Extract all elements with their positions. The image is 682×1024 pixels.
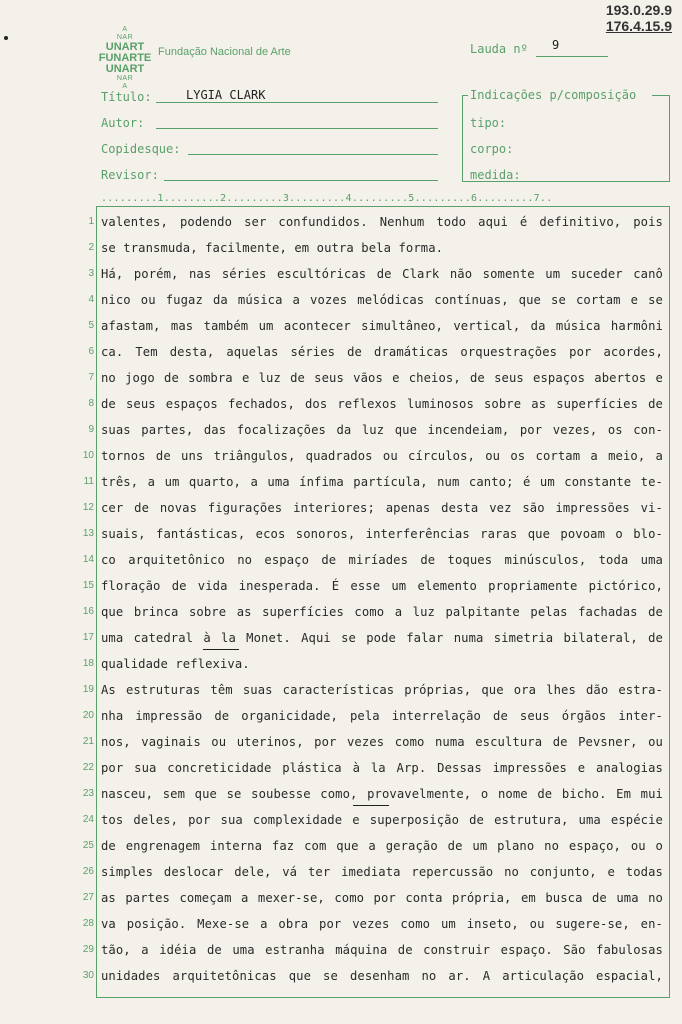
underline-mark [203,649,239,650]
line-number: 27 [82,892,94,903]
text-line [88,368,668,394]
line-text: nasceu, sem que se soubesse como, provavelmente, o nome de bicho. Em mui [101,787,663,801]
text-line [82,862,668,888]
line-text: no jogo de sombra e luz de seus vãos e cheios, de seus espaços abertos e [101,371,663,385]
line-text: simples deslocar dele, vá ter imediata repercussão no conjunto, e todas [101,865,663,879]
autor-label: Autor: [101,116,145,130]
text-line [88,342,668,368]
line-number: 18 [82,658,94,669]
text-line [88,264,668,290]
line-number: 10 [82,450,94,461]
line-text: se transmuda, facilmente, em outra bela forma. [101,241,444,255]
line-text: cer de novas figurações interiores; apenas desta vez são impressões vi- [101,501,663,515]
text-line [82,914,668,940]
indicacoes-border [462,95,468,96]
text-line [82,758,668,784]
logo-text: NAR [116,34,134,41]
text-line [82,446,668,472]
line-number: 2 [88,242,94,253]
line-text: as partes começam a mexer-se, como por conta própria, em busca de uma no [101,891,663,905]
logo-text: A [122,26,128,33]
lauda-value: 9 [552,38,560,52]
line-text: de seus espaços fechados, dos reflexos luminosos sobre as superfícies de [101,397,663,411]
copidesque-label: Copidesque: [101,142,181,156]
titulo-label: Título: [101,90,152,104]
text-line [88,290,668,316]
logo-text: UNART [105,41,145,53]
titulo-value: LYGIA CLARK [186,88,266,102]
line-text: tornos de uns triângulos, quadrados ou círculos, ou os cortam a meio, a [101,449,663,463]
archive-reference [606,2,672,34]
line-number: 21 [82,736,94,747]
line-number: 1 [88,216,94,227]
line-number: 16 [82,606,94,617]
line-number: 14 [82,554,94,565]
line-number: 11 [83,476,94,487]
line-number: 24 [82,814,94,825]
line-number: 12 [82,502,94,513]
text-line [82,654,668,680]
line-text: nos, vaginais ou uterinos, por vezes como numa escultura de Pevsner, ou [101,735,663,749]
line-text: suais, fantásticas, ecos sonoros, interferências raras que povoam o blo- [101,527,663,541]
line-text: valentes, podendo ser confundidos. Nenhum todo aqui é definitivo, pois [101,215,663,229]
medida-label: medida: [470,168,521,182]
line-text: tão, a idéia de uma estranha máquina de construir espaço. São fabulosas [101,943,663,957]
text-line [82,498,668,524]
line-number: 13 [82,528,94,539]
text-line [88,316,668,342]
line-number: 29 [82,944,94,955]
line-number: 25 [82,840,94,851]
text-line [88,394,668,420]
revisor-line [164,180,438,181]
ref-line-2: 176.4.15.9 [605,18,672,34]
line-text: por sua concreticidade plástica à la Arp. Dessas impressões e analogias [101,761,663,775]
line-text: As estruturas têm suas características próprias, que ora lhes dão estra- [101,683,663,697]
tipo-label: tipo: [470,116,507,130]
copidesque-line [188,154,438,155]
line-number: 9 [88,424,94,435]
line-text: unidades arquitetônicas que se desenham no ar. A articulação espacial, [101,969,663,983]
line-text: va posição. Mexe-se a obra por vezes como um inseto, ou sugere-se, en- [101,917,663,931]
text-line [88,212,668,238]
line-number: 30 [82,970,94,981]
line-text: nha impressão de organicidade, pela interrelação de seus órgãos inter- [101,709,663,723]
line-number: 5 [88,320,94,331]
brand-name: Fundação Nacional de Arte [158,46,291,58]
line-number: 22 [82,762,94,773]
text-line [82,680,668,706]
lauda-label: Lauda nº [470,42,528,56]
line-number: 28 [82,918,94,929]
line-text: afastam, mas também um acontecer simultâneo, vertical, da música harmôni [101,319,663,333]
text-line [82,706,668,732]
corpo-label: corpo: [470,142,514,156]
line-number: 20 [82,710,94,721]
line-text: suas partes, das focalizações da luz que incendeiam, por vezes, os con- [101,423,663,437]
line-text: co arquitetônico no espaço de miríades de toques minúsculos, toda uma [101,553,663,567]
funarte-logo [96,26,154,91]
line-text: uma catedral à la Monet. Aqui se pode falar numa simetria bilateral, de [101,631,663,645]
autor-line [156,128,438,129]
revisor-label: Revisor: [101,168,159,182]
indicacoes-title: Indicações p/composição [470,88,637,102]
text-line [82,810,668,836]
text-line [82,550,668,576]
line-text: ca. Tem desta, aquelas séries de dramáticas orquestrações por acordes, [101,345,663,359]
indicacoes-border [652,95,669,96]
text-line [82,836,668,862]
text-line [82,628,668,654]
text-line [82,784,668,810]
underline-mark [353,805,389,806]
line-number: 6 [88,346,94,357]
line-text: que brinca sobre as superfícies como a luz palpitante pelas fachadas de [101,605,663,619]
logo-text: FUNARTE [98,52,152,64]
line-text: três, a um quarto, a uma ínfima partícula, num canto; é um constante te- [101,475,663,489]
line-number: 15 [82,580,94,591]
lauda-line [536,56,608,57]
line-number: 4 [88,294,94,305]
titulo-line [156,102,438,103]
line-number: 19 [82,684,94,695]
text-line [82,940,668,966]
logo-text: UNART [105,63,145,75]
text-line [83,472,668,498]
punch-dot [4,36,8,40]
text-line [88,420,668,446]
logo-text: NAR [116,75,134,82]
line-number: 26 [82,866,94,877]
line-text: de engrenagem interna faz com que a geração de um plano no espaço, ou o [101,839,663,853]
logo-text: A [122,83,128,90]
line-text: floração de vida inesperada. É esse um elemento propriamente pictórico, [101,579,663,593]
text-line [82,732,668,758]
line-number: 17 [82,632,94,643]
line-text: tos deles, por sua complexidade e superposição de estrutura, uma espécie [101,813,663,827]
line-number: 8 [88,398,94,409]
text-line [82,576,668,602]
ref-line-1: 193.0.29.9 [605,2,672,18]
line-text: Há, porém, nas séries escultóricas de Clark não somente um suceder canô [101,267,663,281]
line-text: nico ou fugaz da música a vozes melódicas contínuas, que se cortam e se [101,293,663,307]
text-line [88,238,668,264]
column-ruler: .........1.........2.........3.........4.........5.........6.........7.. [101,193,553,204]
line-number: 3 [88,268,94,279]
line-text: qualidade reflexiva. [101,657,250,671]
text-line [82,966,668,992]
line-number: 23 [82,788,94,799]
text-line [82,524,668,550]
line-number: 7 [88,372,94,383]
text-line [82,888,668,914]
text-line [82,602,668,628]
